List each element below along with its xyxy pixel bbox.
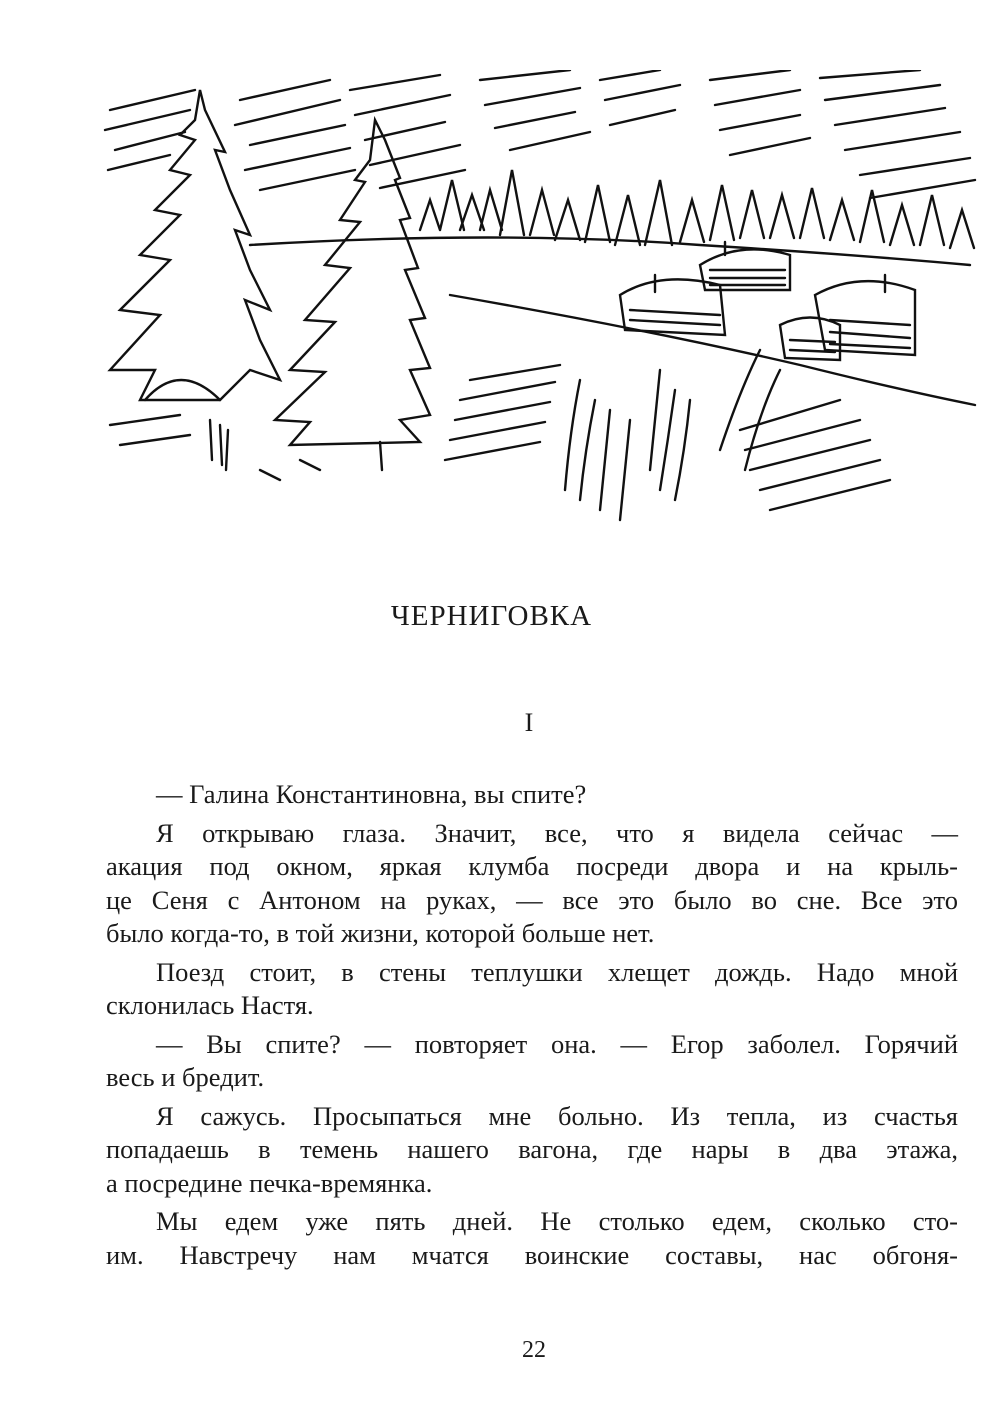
chapter-title: ЧЕРНИГОВКА — [390, 600, 593, 632]
text-line: Я открываю глаза. Значит, все, что я видела сейчас — — [156, 817, 958, 848]
text-line: попадаешь в темень нашего вагона, где нары в два этажа, — [106, 1134, 958, 1164]
section-number: I — [524, 708, 534, 737]
page-number: 22 — [522, 1337, 546, 1363]
text-line: — Галина Константиновна, вы спите? — [156, 779, 587, 809]
text-line: склонилась Настя. — [106, 990, 314, 1020]
winter-village-illustration — [100, 70, 980, 545]
text-line: це Сеня с Антоном на руках, — все это было во сне. Все это — [106, 884, 958, 915]
text-line: акация под окном, яркая клумба посреди двора и на крыль- — [106, 851, 958, 881]
body-text — [106, 778, 958, 1277]
paragraph — [106, 778, 958, 812]
text-line: Мы едем уже пять дней. Не столько едем, сколько сто- — [156, 1206, 958, 1236]
text-line: им. Навстречу нам мчатся воинские составы, нас обгоня- — [106, 1239, 958, 1270]
paragraph — [106, 1205, 958, 1272]
paragraph — [106, 956, 958, 1023]
paragraph — [106, 817, 958, 951]
paragraph — [106, 1100, 958, 1201]
text-line: Я сажусь. Просыпаться мне больно. Из тепла, из счастья — [156, 1100, 958, 1131]
text-line: Поезд стоит, в стены теплушки хлещет дождь. Надо мной — [156, 956, 958, 987]
paragraph — [106, 1028, 958, 1095]
text-line: весь и бредит. — [106, 1062, 265, 1092]
text-line: — Вы спите? — повторяет она. — Егор заболел. Горячий — [156, 1028, 958, 1059]
text-line: было когда-то, в той жизни, которой больше нет. — [106, 918, 655, 948]
text-line: а посредине печка-времянка. — [106, 1167, 433, 1198]
